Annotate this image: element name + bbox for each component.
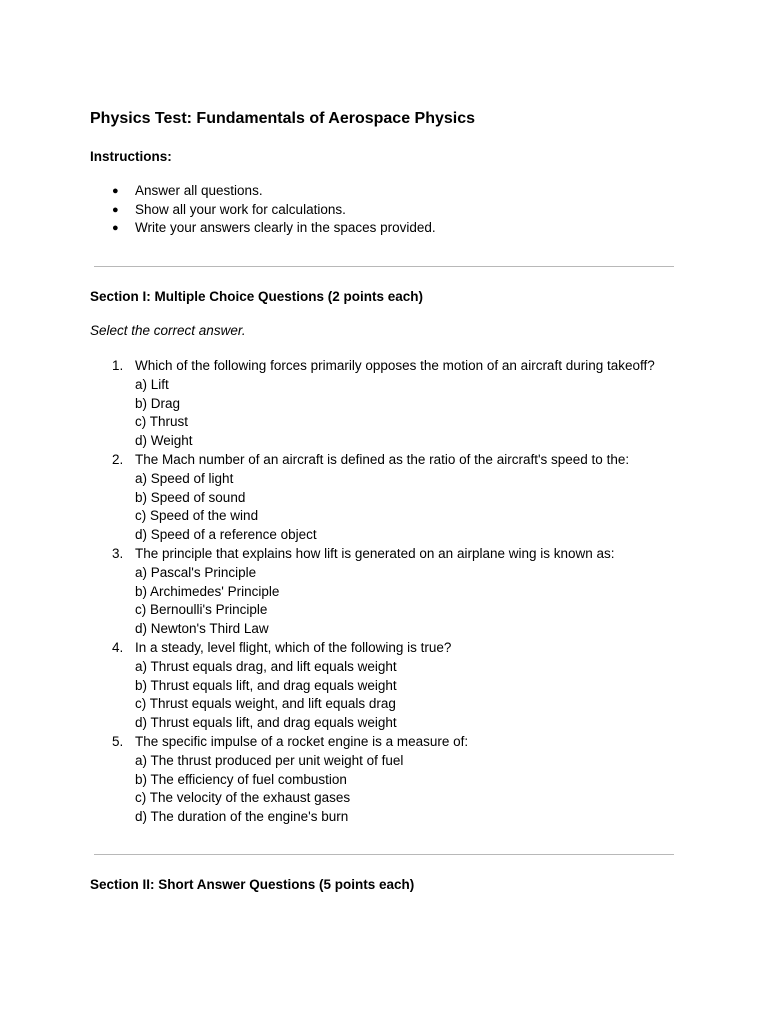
instruction-text: Answer all questions. <box>135 183 263 198</box>
answer-option: a) Pascal's Principle <box>135 564 257 580</box>
answer-option: b) Drag <box>135 395 181 411</box>
answer-option: b) Thrust equals lift, and drag equals weight <box>135 677 397 693</box>
question-number: 2. <box>112 451 124 467</box>
answer-option: a) Thrust equals drag, and lift equals weight <box>135 658 397 674</box>
answer-option: d) Newton's Third Law <box>135 621 269 637</box>
bullet-icon: ● <box>112 222 119 235</box>
section-1-heading: Section I: Multiple Choice Questions (2 points each) <box>90 289 424 304</box>
section-2-heading: Section II: Short Answer Questions (5 points each) <box>90 877 415 892</box>
bullet-icon: ● <box>112 203 119 216</box>
question-item <box>90 545 655 639</box>
question-text: The specific impulse of a rocket engine is a measure of: <box>135 733 469 749</box>
question-item <box>90 733 655 827</box>
instruction-item <box>90 201 436 220</box>
question-item <box>90 357 655 451</box>
answer-option: d) The duration of the engine's burn <box>135 809 349 825</box>
answer-option: c) Bernoulli's Principle <box>135 602 268 618</box>
instructions-label: Instructions: <box>90 149 172 164</box>
question-item <box>90 639 655 733</box>
question-number: 4. <box>112 639 124 655</box>
answer-option: b) The efficiency of fuel combustion <box>135 771 347 787</box>
instruction-item <box>90 219 436 238</box>
question-text: In a steady, level flight, which of the following is true? <box>135 639 452 655</box>
instruction-text: Show all your work for calculations. <box>135 201 346 217</box>
question-number: 3. <box>112 545 124 561</box>
answer-option: d) Speed of a reference object <box>135 527 317 543</box>
bullet-icon: ● <box>112 185 119 197</box>
page-title: Physics Test: Fundamentals of Aerospace Physics <box>90 110 476 127</box>
question-text: The Mach number of an aircraft is defined as the ratio of the aircraft's speed to the: <box>135 451 630 467</box>
instructions-list <box>90 182 436 238</box>
answer-option: b) Speed of sound <box>135 489 246 505</box>
question-number: 5. <box>112 733 124 749</box>
section-1-note: Select the correct answer. <box>90 323 246 338</box>
answer-option: d) Thrust equals lift, and drag equals weight <box>135 715 397 731</box>
answer-option: a) Lift <box>135 376 169 392</box>
instruction-text: Write your answers clearly in the spaces provided. <box>135 220 436 236</box>
answer-option: d) Weight <box>135 433 193 449</box>
answer-option: c) The velocity of the exhaust gases <box>135 790 351 806</box>
answer-option: c) Thrust <box>135 414 189 430</box>
question-item <box>90 451 655 545</box>
question-number: 1. <box>112 358 124 373</box>
question-text: The principle that explains how lift is generated on an airplane wing is known as: <box>135 545 615 561</box>
section-divider <box>94 266 674 267</box>
answer-option: b) Archimedes' Principle <box>135 583 280 599</box>
instruction-item <box>90 182 436 201</box>
answer-option: a) Speed of light <box>135 470 234 486</box>
question-text: Which of the following forces primarily opposes the motion of an aircraft during takeoff? <box>135 358 655 373</box>
section-divider <box>94 854 674 855</box>
question-list <box>90 357 655 827</box>
answer-option: a) The thrust produced per unit weight of fuel <box>135 752 404 768</box>
answer-option: c) Thrust equals weight, and lift equals drag <box>135 696 396 712</box>
answer-option: c) Speed of the wind <box>135 508 259 524</box>
